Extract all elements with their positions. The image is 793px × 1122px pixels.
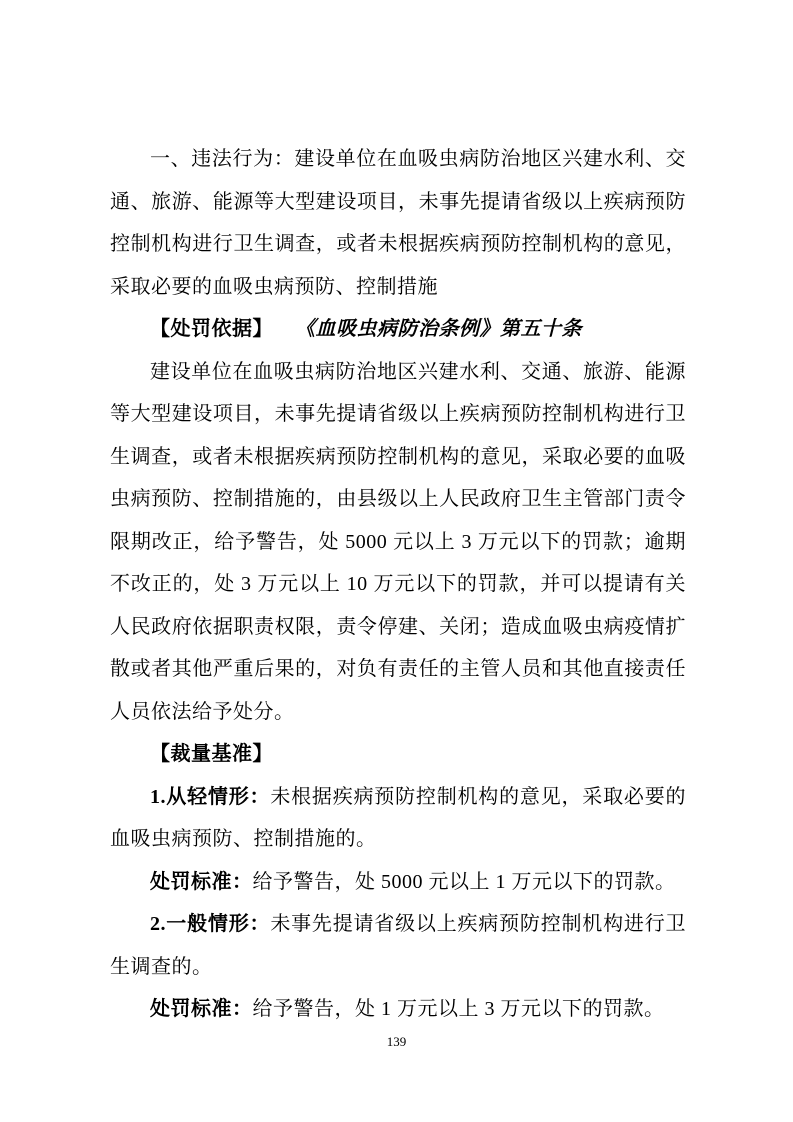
penalty-basis-label: 【处罚依据】: [150, 318, 273, 340]
discretion-heading-label: 【裁量基准】: [150, 743, 273, 765]
violation-text: 一、违法行为：建设单位在血吸虫病防治地区兴建水利、交通、旅游、能源等大型建设项目，未事先提请省级以上疾病预防控制机构进行卫生调查，或者未根据疾病预防控制机构的意见，采取必要的血吸虫病预防、控制措施: [110, 148, 686, 298]
paragraph-general-case: [110, 903, 686, 988]
document-text-body: [110, 138, 686, 1031]
law-body-text: 建设单位在血吸虫病防治地区兴建水利、交通、旅游、能源等大型建设项目，未事先提请省级以上疾病预防控制机构进行卫生调查，或者未根据疾病预防控制机构的意见，采取必要的血吸虫病预防、控制措施的，由县级以上人民政府卫生主管部门责令限期改正，给予警告，处 5000 元以上 3 万元以下的罚款；逾期不改正的，处 3 万元以上 10 万元以下的罚款，并可以提请有关人民政府依据职责权限，责令停建、关闭；造成血吸虫病疫情扩散或者其他严重后果的，对负有责任的主管人员和其他直接责任人员依法给予处分。: [110, 360, 686, 723]
general-case-text: 未事先提请省级以上疾病预防控制机构进行卫生调查的。: [110, 913, 687, 978]
paragraph-discretion-heading: [110, 733, 686, 776]
light-standard-text: 给予警告，处 5000 元以上 1 万元以下的罚款。: [252, 870, 676, 893]
paragraph-violation: [110, 138, 686, 308]
paragraph-law-body: [110, 351, 686, 734]
general-standard-text: 给予警告，处 1 万元以上 3 万元以下的罚款。: [252, 998, 665, 1020]
general-case-lead: 2.一般情形：: [150, 913, 271, 935]
law-title: 《血吸虫病防治条例》第五十条: [305, 318, 582, 340]
paragraph-general-standard: [110, 988, 686, 1031]
page-number: 139: [386, 1034, 407, 1049]
light-case-lead: 1.从轻情形：: [150, 785, 271, 808]
general-standard-lead: 处罚标准：: [150, 998, 253, 1020]
light-standard-lead: 处罚标准：: [150, 870, 253, 893]
paragraph-penalty-basis: [110, 308, 686, 351]
light-case-text: 未根据疾病预防控制机构的意见，采取必要的血吸虫病预防、控制措施的。: [110, 785, 687, 850]
paragraph-light-standard: [110, 861, 686, 904]
paragraph-light-case: [110, 776, 686, 861]
